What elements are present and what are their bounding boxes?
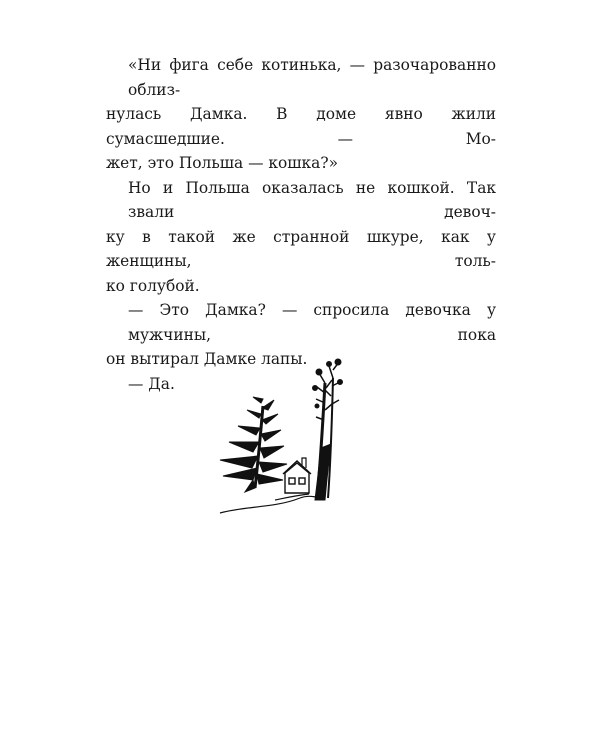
text-line: нулась Дамка. В доме явно жили сумасшедшие. — Мо-: [106, 105, 496, 148]
text-line: — Это Дамка? — спросила девочка у мужчины, пока: [128, 301, 496, 344]
birch-trees-drawing: [313, 359, 343, 500]
text-line: «Ни фига себе котинька, — разочарованно облиз-: [128, 56, 496, 99]
pine-tree-drawing: [220, 397, 287, 492]
text-line: ку в такой же странной шкуре, как у женщины, толь-: [106, 227, 496, 270]
page-text: [106, 53, 496, 396]
text-line: он вытирал Дамке лапы.: [106, 350, 308, 368]
ink-illustration: [205, 348, 375, 523]
ground-drawing: [220, 494, 325, 513]
text-line: — Да.: [128, 374, 175, 393]
house-drawing: [283, 458, 311, 493]
text-line: жет, это Польша — кошка?»: [106, 154, 339, 172]
text-line: ко голубой.: [106, 276, 200, 295]
text-line: Но и Польша оказалась не кошкой. Так звали девоч-: [128, 178, 496, 221]
